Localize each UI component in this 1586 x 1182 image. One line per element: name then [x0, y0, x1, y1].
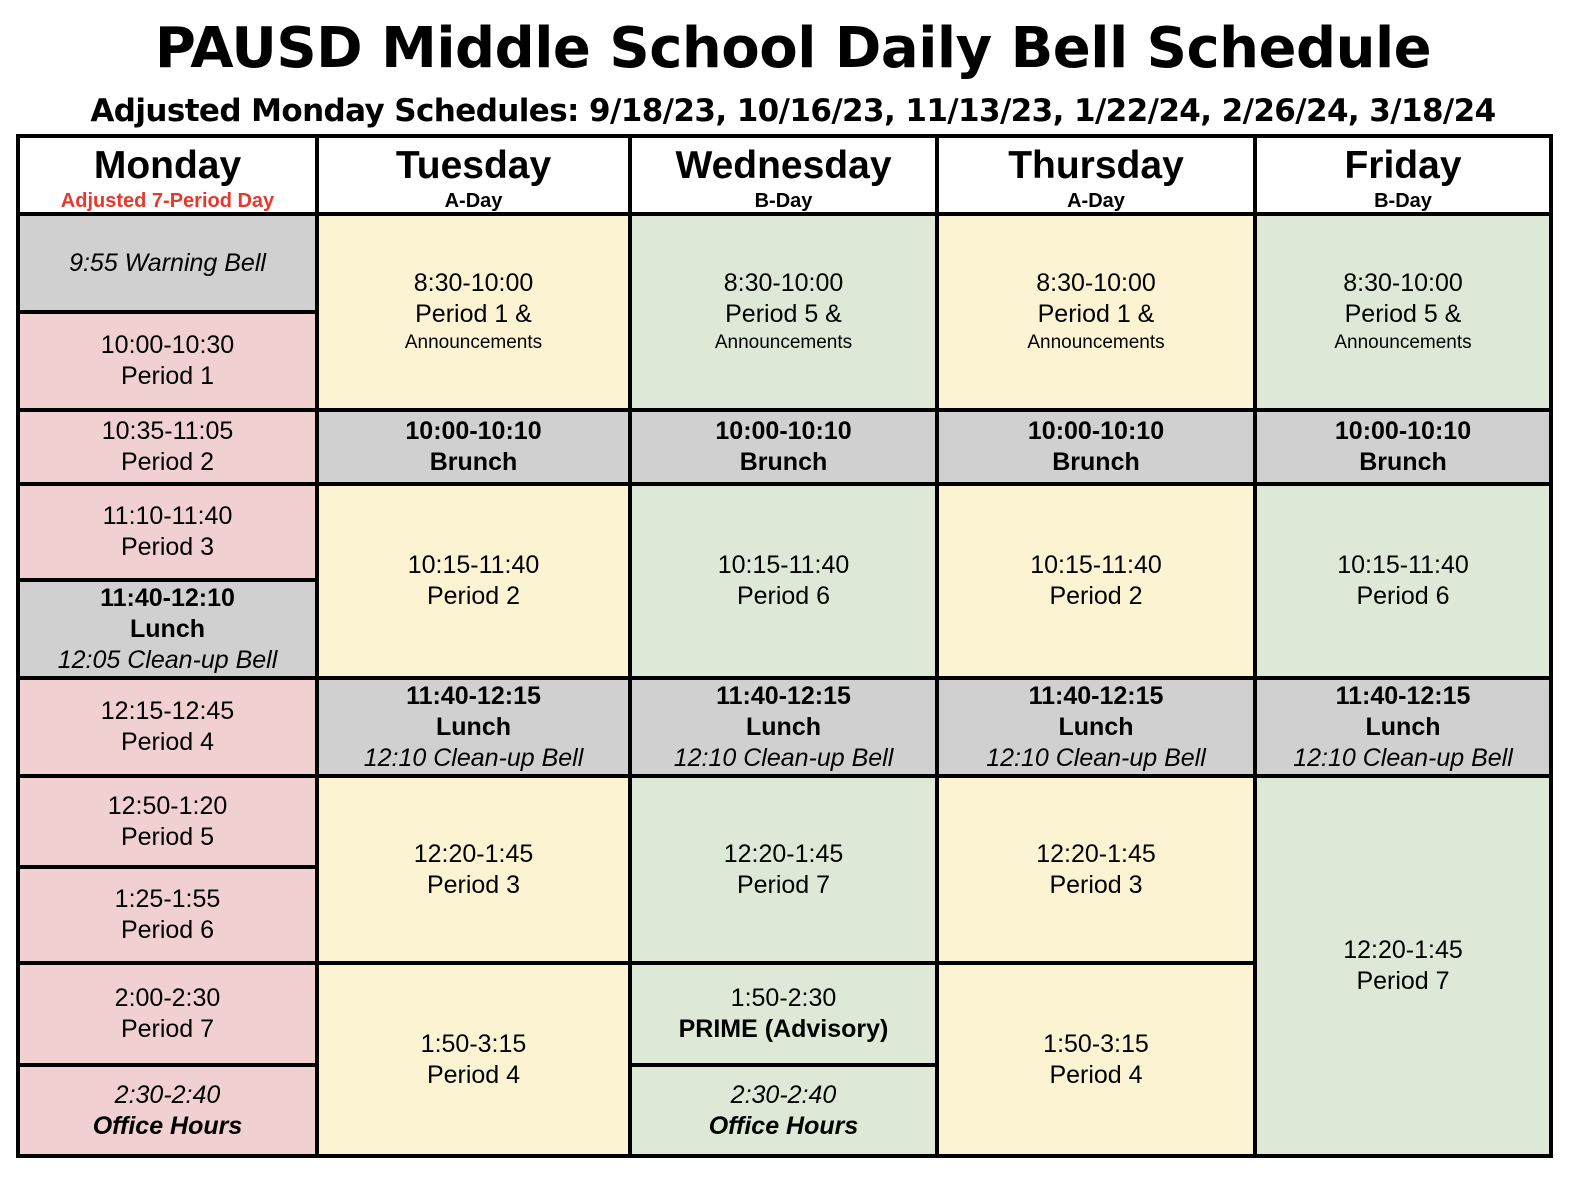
wednesday-block-2: 10:15-11:40 Period 6	[628, 482, 939, 680]
thursday-brunch: 10:00-10:10 Brunch	[935, 408, 1257, 486]
day-type: B-Day	[754, 190, 813, 212]
day-name: Tuesday	[395, 144, 552, 187]
friday-block-1: 8:30-10:00 Period 5 & Announcements	[1253, 212, 1553, 412]
monday-period-7: 2:00-2:30 Period 7	[16, 961, 319, 1067]
header-thursday	[935, 134, 1257, 216]
monday-period-5: 12:50-1:20 Period 5	[16, 774, 319, 869]
day-name: Friday	[1344, 144, 1462, 187]
friday-lunch: 11:40-12:15 Lunch 12:10 Clean-up Bell	[1253, 676, 1553, 778]
monday-period-4: 12:15-12:45 Period 4	[16, 676, 319, 778]
day-name: Monday	[93, 144, 242, 187]
wednesday-prime: 1:50-2:30 PRIME (Advisory)	[628, 961, 939, 1067]
wednesday-office-hours: 2:30-2:40 Office Hours	[628, 1063, 939, 1158]
day-type: A-Day	[444, 190, 503, 212]
friday-block-2: 10:15-11:40 Period 6	[1253, 482, 1553, 680]
day-type: B-Day	[1374, 190, 1432, 212]
tuesday-block-1: 8:30-10:00 Period 1 & Announcements	[315, 212, 632, 412]
header-tuesday	[315, 134, 632, 216]
monday-warning-bell: 9:55 Warning Bell	[16, 212, 319, 314]
monday-period-6: 1:25-1:55 Period 6	[16, 865, 319, 965]
day-name: Thursday	[1008, 144, 1184, 187]
header-friday	[1253, 134, 1553, 216]
tuesday-block-2: 10:15-11:40 Period 2	[315, 482, 632, 680]
thursday-block-2: 10:15-11:40 Period 2	[935, 482, 1257, 680]
day-type: Adjusted 7-Period Day	[60, 190, 275, 212]
wednesday-brunch: 10:00-10:10 Brunch	[628, 408, 939, 486]
thursday-block-1: 8:30-10:00 Period 1 & Announcements	[935, 212, 1257, 412]
monday-period-1: 10:00-10:30 Period 1	[16, 310, 319, 412]
tuesday-block-4: 1:50-3:15 Period 4	[315, 961, 632, 1158]
friday-block-3: 12:20-1:45 Period 7	[1253, 774, 1553, 1158]
tuesday-brunch: 10:00-10:10 Brunch	[315, 408, 632, 486]
wednesday-lunch: 11:40-12:15 Lunch 12:10 Clean-up Bell	[628, 676, 939, 778]
thursday-block-4: 1:50-3:15 Period 4	[935, 961, 1257, 1158]
page-title: PAUSD Middle School Daily Bell Schedule	[154, 16, 1432, 81]
monday-period-3: 11:10-11:40 Period 3	[16, 482, 319, 582]
monday-lunch: 11:40-12:10 Lunch 12:05 Clean-up Bell	[16, 578, 319, 680]
day-type: A-Day	[1067, 190, 1125, 212]
wednesday-block-1: 8:30-10:00 Period 5 & Announcements	[628, 212, 939, 412]
monday-period-2: 10:35-11:05 Period 2	[16, 408, 319, 486]
header-wednesday	[628, 134, 939, 216]
tuesday-block-3: 12:20-1:45 Period 3	[315, 774, 632, 965]
day-name: Wednesday	[675, 144, 892, 187]
header-monday	[16, 134, 319, 216]
thursday-block-3: 12:20-1:45 Period 3	[935, 774, 1257, 965]
page-subtitle: Adjusted Monday Schedules: 9/18/23, 10/16/23, 11/13/23, 1/22/24, 2/26/24, 3/18/24	[90, 93, 1496, 129]
monday-office-hours: 2:30-2:40 Office Hours	[16, 1063, 319, 1158]
thursday-lunch: 11:40-12:15 Lunch 12:10 Clean-up Bell	[935, 676, 1257, 778]
tuesday-lunch: 11:40-12:15 Lunch 12:10 Clean-up Bell	[315, 676, 632, 778]
wednesday-block-3: 12:20-1:45 Period 7	[628, 774, 939, 965]
friday-brunch: 10:00-10:10 Brunch	[1253, 408, 1553, 486]
